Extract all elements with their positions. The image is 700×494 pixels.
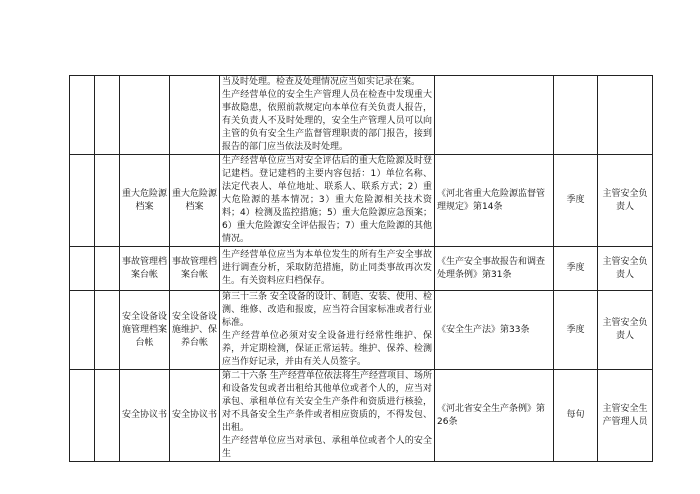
table-row [70, 247, 653, 291]
record-name-cell: 事故管理档案台帐 [120, 247, 170, 291]
blank-cell [70, 291, 95, 370]
record-name-cell [120, 76, 170, 155]
content-cell [220, 370, 435, 462]
content-cell [220, 155, 435, 247]
table-row [70, 291, 653, 370]
responsible-cell: 主管安全负责人 [598, 155, 653, 247]
file-name-cell: 重大危险源档案 [170, 155, 220, 247]
record-name-cell: 安全设备设施管理档案台帐 [120, 291, 170, 370]
basis-cell: 《生产安全事故报告和调查处理条例》第31条 [435, 247, 554, 291]
file-name-cell: 安全协议书 [170, 370, 220, 462]
period-cell: 季度 [554, 247, 598, 291]
responsible-cell: 主管安全生产管理人员 [598, 370, 653, 462]
basis-cell: 《安全生产法》第33条 [435, 291, 554, 370]
period-cell [554, 76, 598, 155]
basis-cell [435, 76, 554, 155]
file-name-cell: 安全设备设施维护、保养台帐 [170, 291, 220, 370]
basis-cell: 《河北省重大危险源监督管理规定》第14条 [435, 155, 554, 247]
period-cell: 每旬 [554, 370, 598, 462]
period-cell: 季度 [554, 155, 598, 247]
blank-cell [95, 291, 120, 370]
record-name-cell: 重大危险源档案 [120, 155, 170, 247]
table-row [70, 155, 653, 247]
file-name-cell [170, 76, 220, 155]
content-paragraph: 生产经营单位应当对承包、承租单位或者个人的安全生 [222, 436, 432, 459]
table-row [70, 76, 653, 155]
blank-cell [95, 76, 120, 155]
content-paragraph: 生产经营单位必须对安全设备进行经常性维护、保养，并定期检测，保证正常运转。维护、保养、检测应当作好记录，并由有关人员签字。 [222, 331, 432, 367]
blank-cell [70, 155, 95, 247]
content-paragraph: 生产经营单位应当为本单位发生的所有生产安全事故进行调查分析，采取防范措施，防止同类事故再次发生。有关资料应归档保存。 [222, 250, 432, 286]
blank-cell [95, 247, 120, 291]
responsible-cell: 主管安全负责人 [598, 247, 653, 291]
blank-cell [70, 370, 95, 462]
content-paragraph: 生产经营单位应当对安全评估后的重大危险源及时登记建档。登记建档的主要内容包括：1）单位名称、法定代表人、单位地址、联系人、联系方式；2）重大危险源的基本情况；3）重大危险源相关技术资料；4）检测及监控措施；5）重大危险源应急预案；6）重大危险源安全评估报告；7）重大危险源的其他情况。 [222, 156, 432, 244]
file-name-cell: 事故管理档案台帐 [170, 247, 220, 291]
blank-cell [70, 76, 95, 155]
content-paragraph: 生产经营单位的安全生产管理人员在检查中发现重大事故隐患，依照前款规定向本单位有关负责人报告，有关负责人不及时处理的，安全生产管理人员可以向主管的负有安全生产监督管理职责的部门报告，接到报告的部门应当依法及时处理。 [222, 90, 432, 152]
content-cell [220, 247, 435, 291]
blank-cell [95, 370, 120, 462]
content-paragraph: 当及时处理。检查及处理情况应当如实记录在案。 [222, 77, 421, 87]
content-paragraph: 第三十三条 安全设备的设计、制造、安装、使用、检测、维修、改造和报废，应当符合国家标准或者行业标准。 [222, 292, 432, 328]
blank-cell [95, 155, 120, 247]
content-cell [220, 291, 435, 370]
period-cell: 季度 [554, 291, 598, 370]
content-paragraph: 第二十六条 生产经营单位依法将生产经营项目、场所和设备发包或者出租给其他单位或者个人的，应当对承包、承租单位有关安全生产条件和资质进行核验，对不具备安全生产条件或者相应资质的，不得发包、出租。 [222, 371, 432, 433]
record-name-cell: 安全协议书 [120, 370, 170, 462]
content-cell [220, 76, 435, 155]
regulation-table [69, 75, 653, 462]
basis-cell: 《河北省安全生产条例》第26条 [435, 370, 554, 462]
responsible-cell: 主管安全负责人 [598, 291, 653, 370]
blank-cell [70, 247, 95, 291]
responsible-cell [598, 76, 653, 155]
table-row [70, 370, 653, 462]
